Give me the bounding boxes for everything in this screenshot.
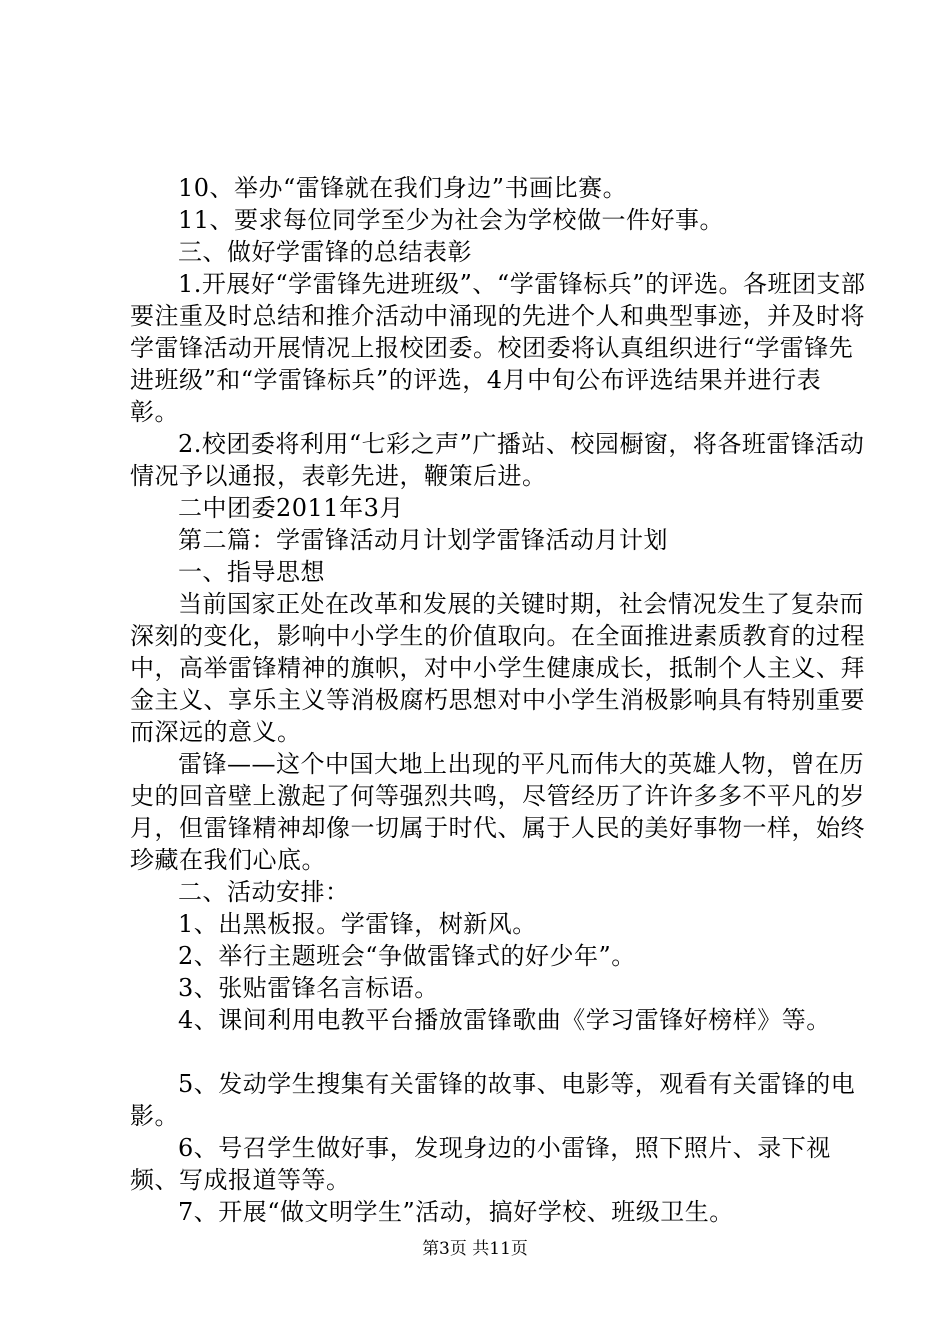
signature-date: 二中团委2011年3月 — [178, 494, 404, 522]
paragraph-evaluation: 1.开展好“学雷锋先进班级”、“学雷锋标兵”的评选。各班团支部要注重及时总结和推介活动中涌现的先进个人和典型事迹，并及时将学雷锋活动开展情况上报校团委。校团委将认真组织进行“学雷锋先进班级”和“学雷锋标兵”的评选，4月中旬公布评选结果并进行表彰。 — [130, 270, 866, 426]
paragraph-item-11: 11、要求每位同学至少为社会为学校做一件好事。 — [178, 206, 725, 234]
activity-item-6: 6、号召学生做好事，发现身边的小雷锋，照下照片、录下视频、写成报道等等。 — [130, 1134, 831, 1194]
paragraph-broadcast: 2.校团委将利用“七彩之声”广播站、校园橱窗，将各班雷锋活动情况予以通报，表彰先进，鞭策后进。 — [130, 430, 865, 490]
section-heading-activities: 二、活动安排： — [178, 878, 350, 906]
page-number: 第3页 共11页 — [422, 1239, 528, 1259]
activity-item-4: 4、课间利用电教平台播放雷锋歌曲《学习雷锋好榜样》等。 — [178, 1006, 831, 1034]
activity-item-3: 3、张贴雷锋名言标语。 — [178, 974, 439, 1002]
paragraph-leifeng: 雷锋——这个中国大地上出现的平凡而伟大的英雄人物，曾在历史的回音壁上激起了何等强烈共鸣，尽管经历了许许多多不平凡的岁月，但雷锋精神却像一切属于时代、属于人民的美好事物一样，始终珍藏在我们心底。 — [130, 750, 865, 874]
page-footer — [0, 1238, 950, 1260]
paragraph-item-10: 10、举办“雷锋就在我们身边”书画比赛。 — [178, 174, 628, 202]
activity-item-2: 2、举行主题班会“争做雷锋式的好少年”。 — [178, 942, 636, 970]
document-body — [130, 172, 870, 1228]
activity-item-7: 7、开展“做文明学生”活动，搞好学校、班级卫生。 — [178, 1198, 734, 1226]
chapter-title: 第二篇：学雷锋活动月计划学雷锋活动月计划 — [178, 526, 668, 554]
activity-item-5: 5、发动学生搜集有关雷锋的故事、电影等，观看有关雷锋的电影。 — [130, 1070, 856, 1130]
activity-item-1: 1、出黑板报。学雷锋，树新风。 — [178, 910, 537, 938]
section-heading-summary: 三、做好学雷锋的总结表彰 — [178, 238, 472, 266]
paragraph-guiding-thought: 当前国家正处在改革和发展的关键时期，社会情况发生了复杂而深刻的变化，影响中小学生的价值取向。在全面推进素质教育的过程中，高举雷锋精神的旗帜，对中小学生健康成长，抵制个人主义、拜金主义、享乐主义等消极腐朽思想对中小学生消极影响具有特别重要而深远的意义。 — [130, 590, 865, 746]
section-heading-guiding-thought: 一、指导思想 — [178, 558, 325, 586]
blank-line — [130, 1036, 870, 1068]
